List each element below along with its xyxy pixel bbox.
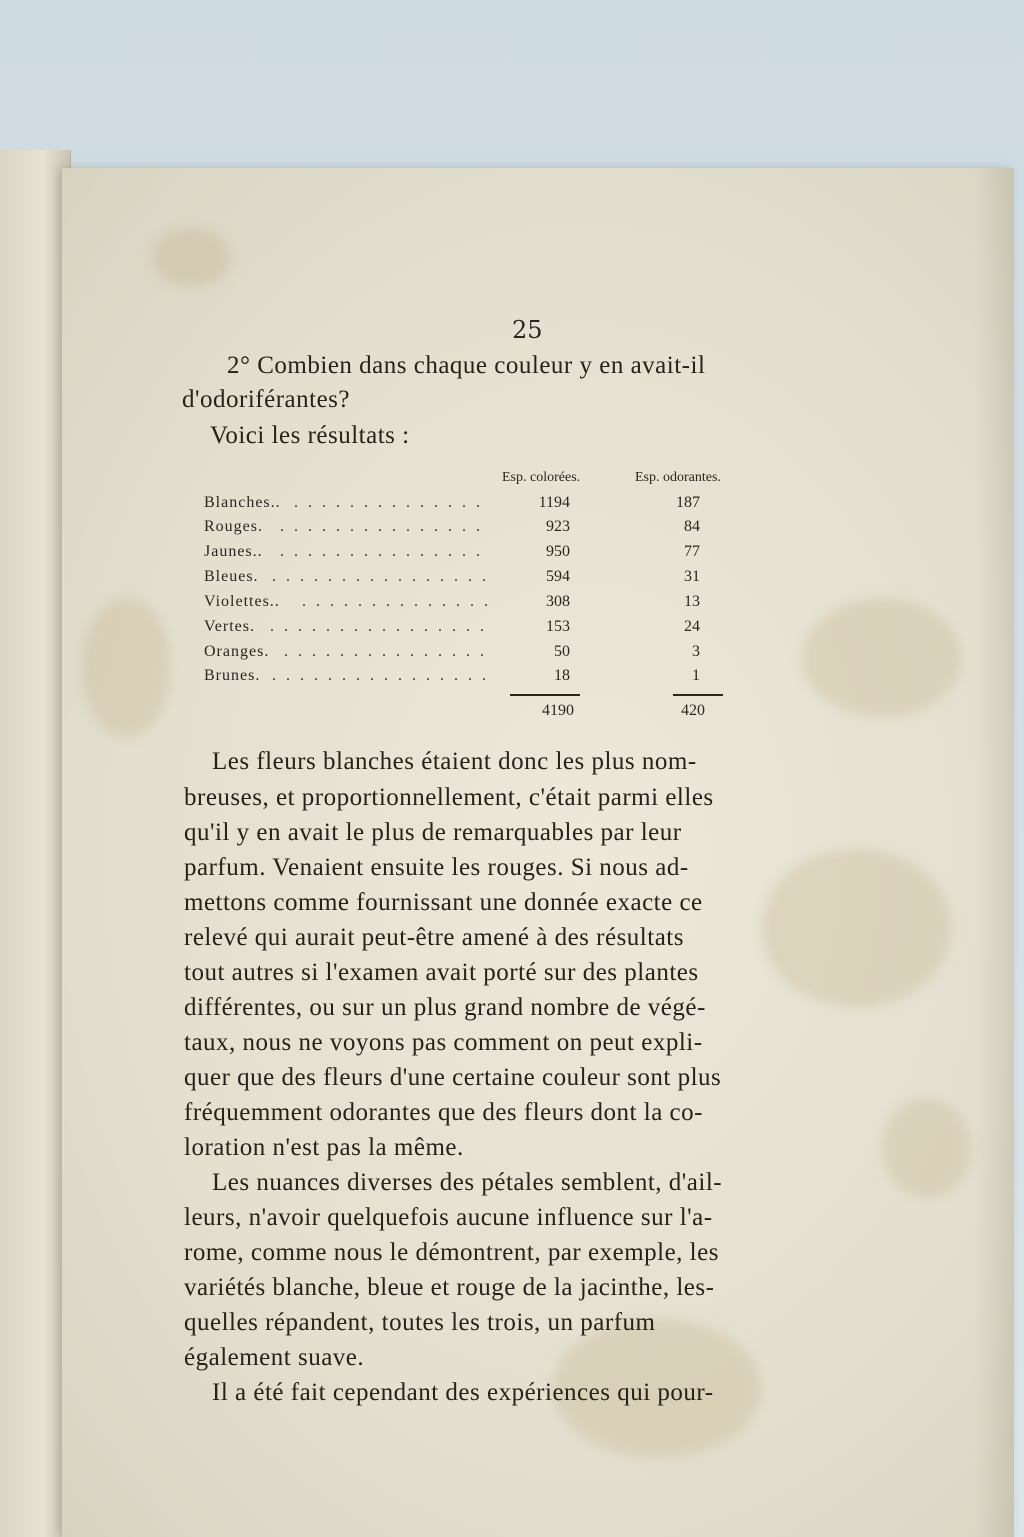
leader-dots: . . . . . . . . . . . . . . . . — [270, 618, 487, 635]
table-total-scented: 420 — [681, 702, 705, 719]
intro-line: Voici les résultats : — [210, 422, 410, 449]
table-cell-colored: 153 — [546, 618, 570, 635]
leader-dots: . . . . . . . . . . . . . . . — [280, 518, 483, 535]
body-line: Les fleurs blanches étaient donc les plus nom- — [212, 748, 697, 775]
body-line: breuses, et proportionnellement, c'était parmi elles — [184, 784, 714, 811]
table-cell-colored: 923 — [546, 518, 570, 535]
table-row-label: Brunes. — [204, 667, 261, 684]
column-header-scented: Esp. odorantes. — [635, 470, 721, 485]
leader-dots: . . . . . . . . . . . . . . — [302, 593, 491, 610]
page-edge-shadow — [974, 168, 1014, 1537]
table-cell-colored: 18 — [554, 667, 570, 684]
left-page-edge — [0, 150, 71, 1537]
column-header-colored: Esp. colorées. — [502, 470, 581, 485]
body-line: relevé qui aurait peut-être amené à des résultats — [184, 924, 684, 951]
table-cell-colored: 50 — [554, 643, 570, 660]
table-total-colored: 4190 — [542, 702, 574, 719]
body-line: rome, comme nous le démontrent, par exemple, les — [184, 1239, 719, 1266]
total-rule-colored — [510, 694, 580, 696]
body-line: quer que des fleurs d'une certaine couleur sont plus — [184, 1064, 722, 1091]
intro-line: d'odoriférantes? — [182, 386, 350, 413]
leader-dots: . . . . . . . . . . . . . . — [294, 494, 483, 511]
stain — [152, 228, 232, 288]
body-line: variétés blanche, bleue et rouge de la jacinthe, les- — [184, 1274, 715, 1301]
body-line: fréquemment odorantes que des fleurs dont la co- — [184, 1099, 703, 1126]
table-row-label: Blanches.. — [204, 494, 281, 511]
leader-dots: . . . . . . . . . . . . . . . — [284, 643, 487, 660]
table-cell-scented: 77 — [684, 543, 700, 560]
body-line: parfum. Venaient ensuite les rouges. Si nous ad- — [184, 854, 689, 881]
table-cell-scented: 187 — [676, 494, 700, 511]
table-cell-colored: 594 — [546, 568, 570, 585]
table-row-label: Jaunes.. — [204, 543, 263, 560]
table-cell-colored: 950 — [546, 543, 570, 560]
body-line: qu'il y en avait le plus de remarquables par leur — [184, 819, 682, 846]
table-cell-scented: 84 — [684, 518, 700, 535]
leader-dots: . . . . . . . . . . . . . . . — [280, 543, 483, 560]
body-line: mettons comme fournissant une donnée exacte ce — [184, 889, 703, 916]
stain — [882, 1098, 972, 1198]
table-row-label: Rouges. — [204, 518, 263, 535]
table-cell-scented: 24 — [684, 618, 700, 635]
stain — [82, 598, 172, 738]
stain — [802, 598, 962, 718]
intro-line: 2° Combien dans chaque couleur y en avait-il — [227, 352, 706, 379]
table-cell-scented: 13 — [684, 593, 700, 610]
table-cell-colored: 308 — [546, 593, 570, 610]
table-row-label: Vertes. — [204, 618, 255, 635]
total-rule-scented — [673, 694, 723, 696]
body-line: également suave. — [184, 1344, 365, 1371]
table-cell-scented: 31 — [684, 568, 700, 585]
leader-dots: . . . . . . . . . . . . . . . . — [272, 568, 489, 585]
body-line: loration n'est pas la même. — [184, 1134, 464, 1161]
table-row-label: Violettes.. — [204, 593, 280, 610]
body-line: Il a été fait cependant des expériences qui pour- — [212, 1379, 714, 1406]
body-line: taux, nous ne voyons pas comment on peut expli- — [184, 1029, 703, 1056]
table-cell-colored: 1194 — [538, 494, 570, 511]
table-row-label: Bleues. — [204, 568, 259, 585]
body-line: Les nuances diverses des pétales semblent, d'ail- — [212, 1169, 723, 1196]
body-line: différentes, ou sur un plus grand nombre de végé- — [184, 994, 706, 1021]
stain — [762, 848, 952, 1008]
table-cell-scented: 3 — [692, 643, 700, 660]
leader-dots: . . . . . . . . . . . . . . . . — [272, 667, 489, 684]
table-cell-scented: 1 — [692, 667, 700, 684]
body-line: quelles répandent, toutes les trois, un parfum — [184, 1309, 656, 1336]
page-number: 25 — [512, 316, 543, 344]
table-row-label: Oranges. — [204, 643, 270, 660]
body-line: leurs, n'avoir quelquefois aucune influence sur l'a- — [184, 1204, 713, 1231]
body-line: tout autres si l'examen avait porté sur des plantes — [184, 959, 699, 986]
book-page — [62, 168, 1014, 1537]
